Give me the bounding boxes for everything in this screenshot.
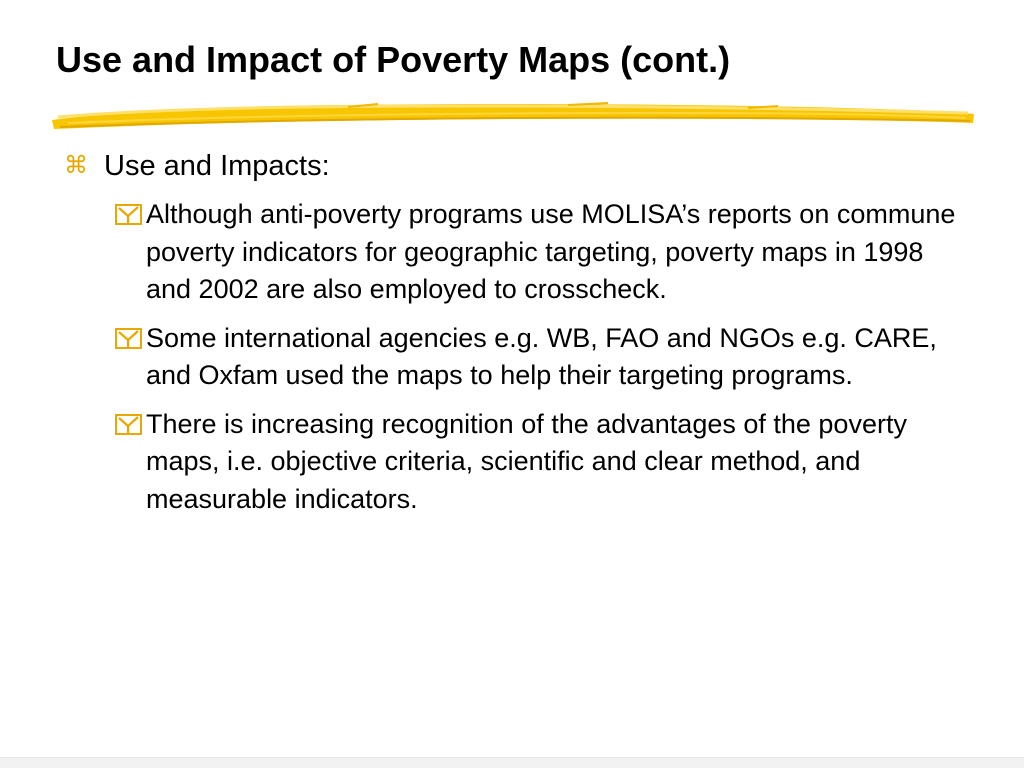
bullet-level1-text: Use and Impacts: — [104, 150, 330, 182]
checkbox-check-icon — [115, 328, 142, 349]
bullet-level1 — [64, 146, 964, 186]
slide-bottom-band — [0, 757, 1024, 768]
list-item — [114, 406, 964, 519]
sub-bullet-list — [114, 196, 964, 529]
command-key-icon: ⌘ — [64, 151, 88, 179]
list-item — [114, 320, 964, 395]
sub-bullet-text: Some international agencies e.g. WB, FAO and NGOs e.g. CARE, and Oxfam used the maps to help their targeting programs. — [146, 322, 937, 390]
title-underline-brush — [48, 96, 978, 134]
checkbox-check-icon — [115, 414, 142, 435]
list-item — [114, 196, 964, 309]
checkbox-check-icon — [115, 204, 142, 225]
slide-title: Use and Impact of Poverty Maps (cont.) — [56, 39, 731, 80]
sub-bullet-text: Although anti-poverty programs use MOLISA’s reports on commune poverty indicators for geographic targeting, poverty maps in 1998 and 2002 are also employed to crosscheck. — [146, 199, 956, 304]
sub-bullet-text: There is increasing recognition of the advantages of the poverty maps, i.e. objective criteria, scientific and clear method, and measurable indicators. — [146, 408, 907, 514]
